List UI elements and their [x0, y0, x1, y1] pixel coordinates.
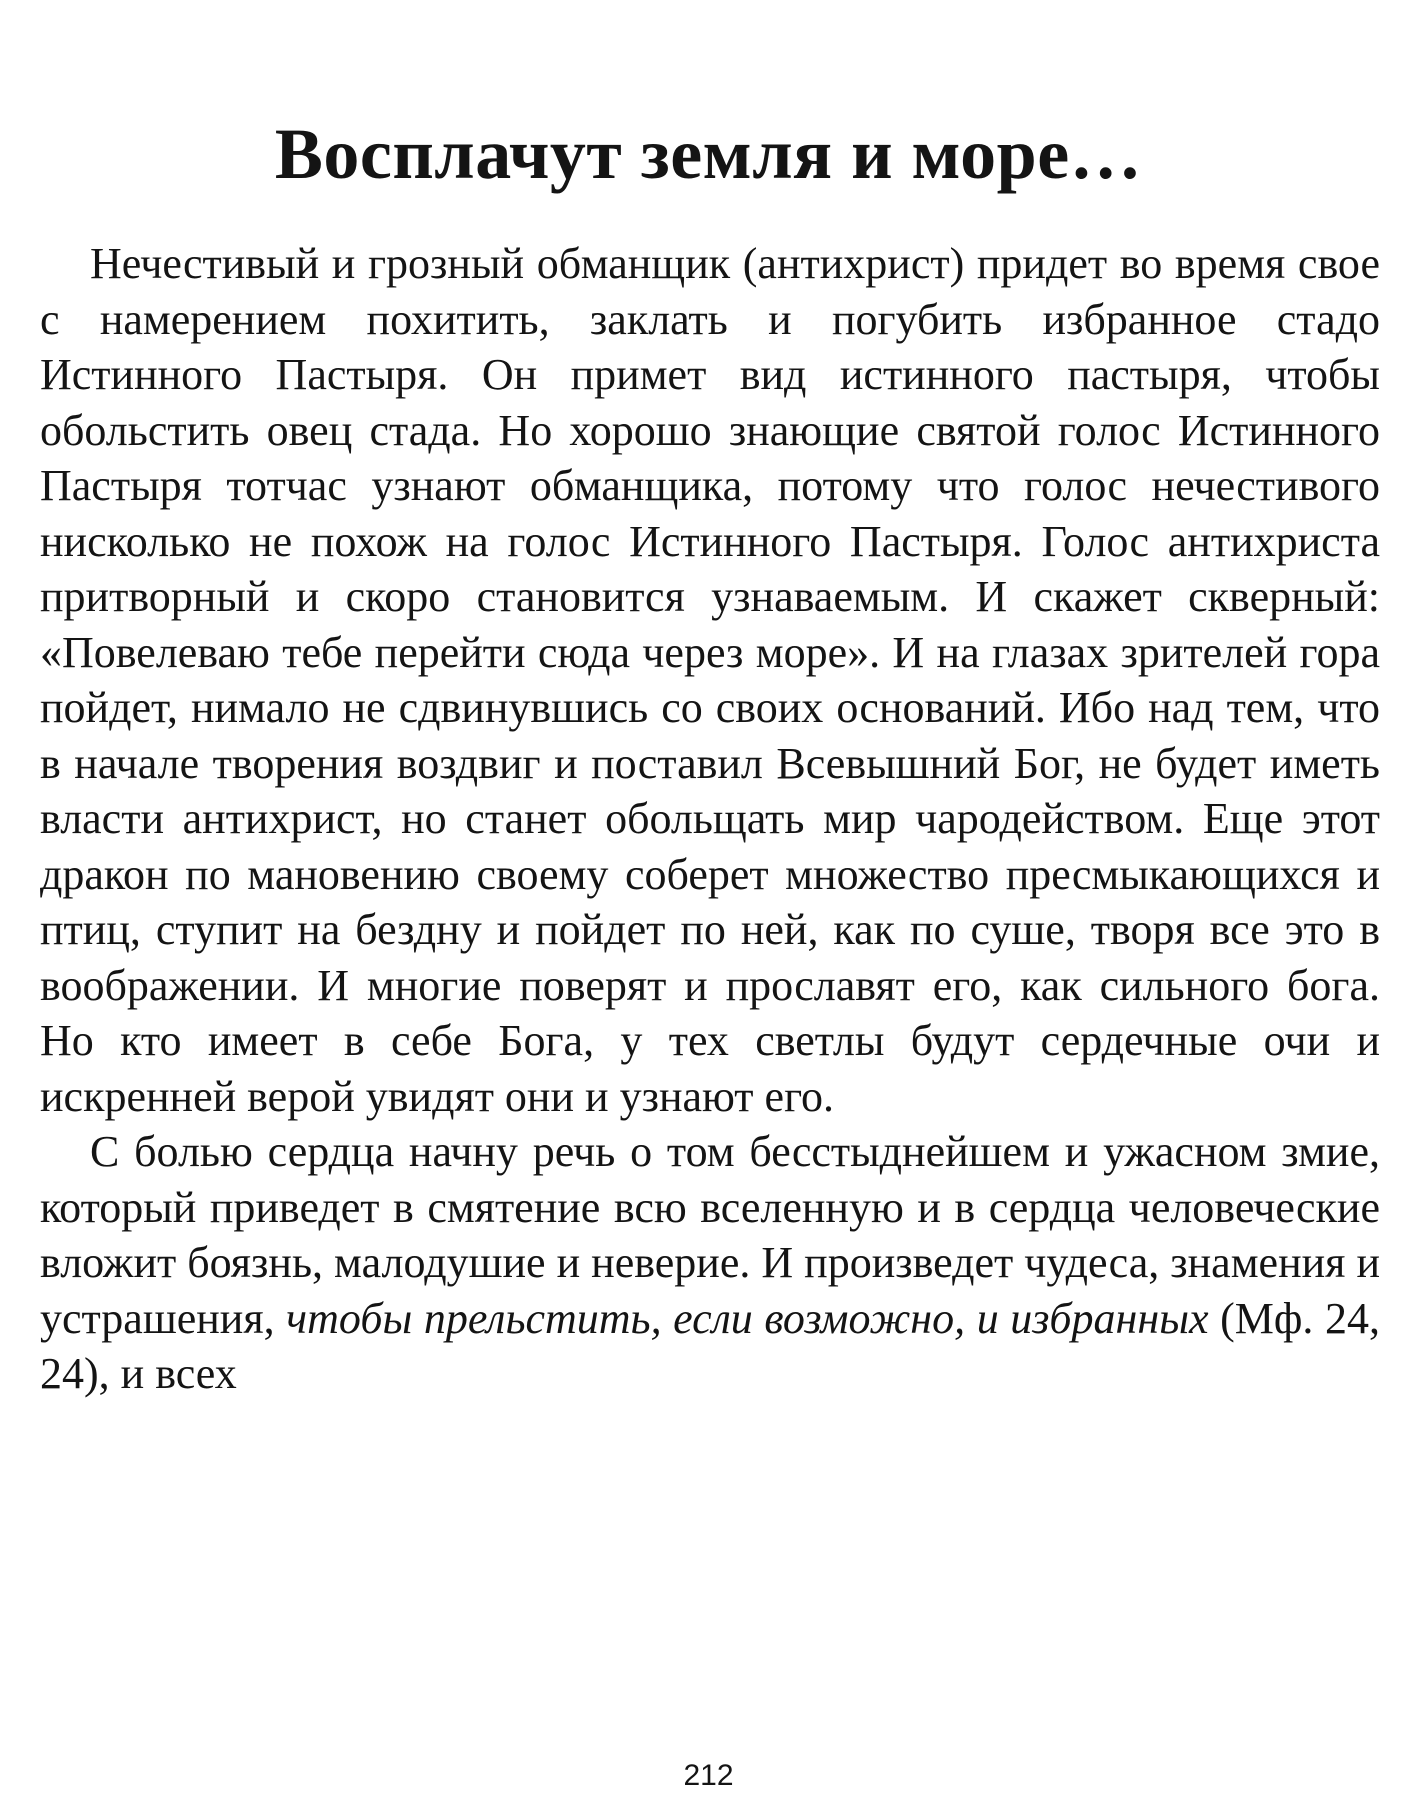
paragraph-2-quote-italic: чтобы прельстить, если возможно, и избранных: [286, 1293, 1209, 1343]
chapter-title: Восплачут земля и море…: [274, 114, 1143, 194]
body-text: [40, 236, 1380, 1402]
paragraph-2: [40, 1124, 1380, 1402]
paragraph-2-text-start: С болью сердца начну речь о том бесстыднейшем и ужасном змие, который приведет в смятение всю вселенную и в сердца человеческие вложит боязнь, малодушие и неверие. И произведет чудеса, знамения и устрашения,: [40, 1127, 1380, 1343]
paragraph-1: Нечестивый и грозный обманщик (антихрист) придет во время свое с намерением похитить, заклать и погубить избранное стадо Истинного Пастыря. Он примет вид истинного пастыря, чтобы обольстить овец стада. Но хорошо знающие святой голос Истинного Пастыря тотчас узнают обманщика, потому что голос нечестивого нисколько не похож на голос Истинного Пастыря. Голос антихриста притворный и скоро становится узнаваемым. И скажет скверный: «Повелеваю тебе перейти сюда через море». И на глазах зрителей гора пойдет, нимало не сдвинувшись со своих оснований. Ибо над тем, что в начале творения воздвиг и поставил Всевышний Бог, не будет иметь власти антихрист, но станет обольщать мир чародейством. Еще этот дракон по мановению своему соберет множество пресмыкающихся и птиц, ступит на бездну и пойдет по ней, как по суше, творя все это в воображении. И многие поверят и прославят его, как сильного бога. Но кто имеет в себе Бога, у тех светлы будут сердечные очи и искренней верой увидят они и узнают его.: [40, 239, 1380, 1121]
paragraph-2-text-end: (Мф. 24, 24), и всех: [40, 1293, 1380, 1398]
page-number: 212: [683, 1759, 734, 1792]
